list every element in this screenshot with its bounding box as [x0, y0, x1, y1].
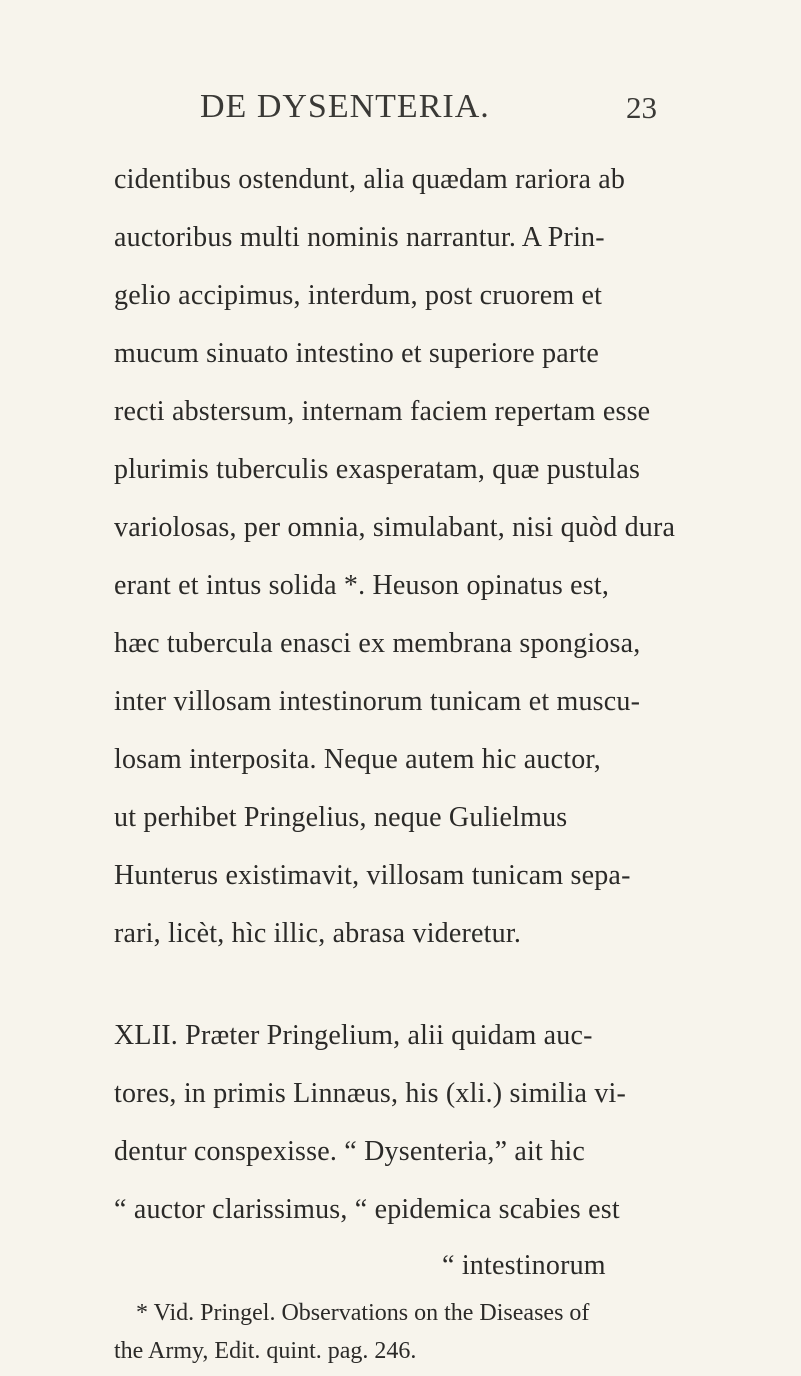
footnote-line-1	[136, 1296, 736, 1330]
text-line: variolosas, per omnia, simulabant, nisi quòd dura	[114, 512, 676, 543]
text-line: recti abstersum, internam faciem repertam esse	[114, 396, 651, 427]
text-line: erant et intus solida *. Heuson opinatus est,	[114, 570, 610, 601]
section-line: dentur conspexisse. “ Dysenteria,” ait hic	[114, 1136, 586, 1167]
catchword-line: “ intestinorum	[442, 1250, 606, 1281]
text-line: plurimis tuberculis exasperatam, quæ pustulas	[114, 454, 641, 485]
text-line: Hunterus existimavit, villosam tunicam sepa-	[114, 860, 631, 891]
text-line: mucum sinuato intestino et superiore parte	[114, 338, 600, 369]
text-line: losam interposita. Neque autem hic auctor,	[114, 744, 602, 775]
text-line: gelio accipimus, interdum, post cruorem et	[114, 280, 603, 311]
footnote-marker: *	[136, 1300, 148, 1326]
text-line: hæc tubercula enasci ex membrana spongiosa,	[114, 628, 641, 659]
footnote-line-2: the Army, Edit. quint. pag. 246.	[114, 1338, 417, 1364]
text-line: inter villosam intestinorum tunicam et muscu-	[114, 686, 641, 717]
section-line: XLII. Præter Pringelium, alii quidam auc-	[114, 1020, 593, 1051]
page-number: 23	[626, 90, 657, 125]
section-line: “ auctor clarissimus, “ epidemica scabies est	[114, 1194, 620, 1225]
text-line: rari, licèt, hìc illic, abrasa videretur.	[114, 918, 522, 949]
text-line: cidentibus ostendunt, alia quædam rariora ab	[114, 164, 626, 195]
page-header	[0, 88, 801, 132]
footnote-text: Vid. Pringel. Observations on the Diseases of	[153, 1300, 590, 1326]
section-line: tores, in primis Linnæus, his (xli.) similia vi-	[114, 1078, 627, 1109]
text-line: auctoribus multi nominis narrantur. A Prin-	[114, 222, 605, 253]
text-line: ut perhibet Pringelius, neque Gulielmus	[114, 802, 568, 833]
running-title: DE DYSENTERIA.	[200, 88, 490, 125]
